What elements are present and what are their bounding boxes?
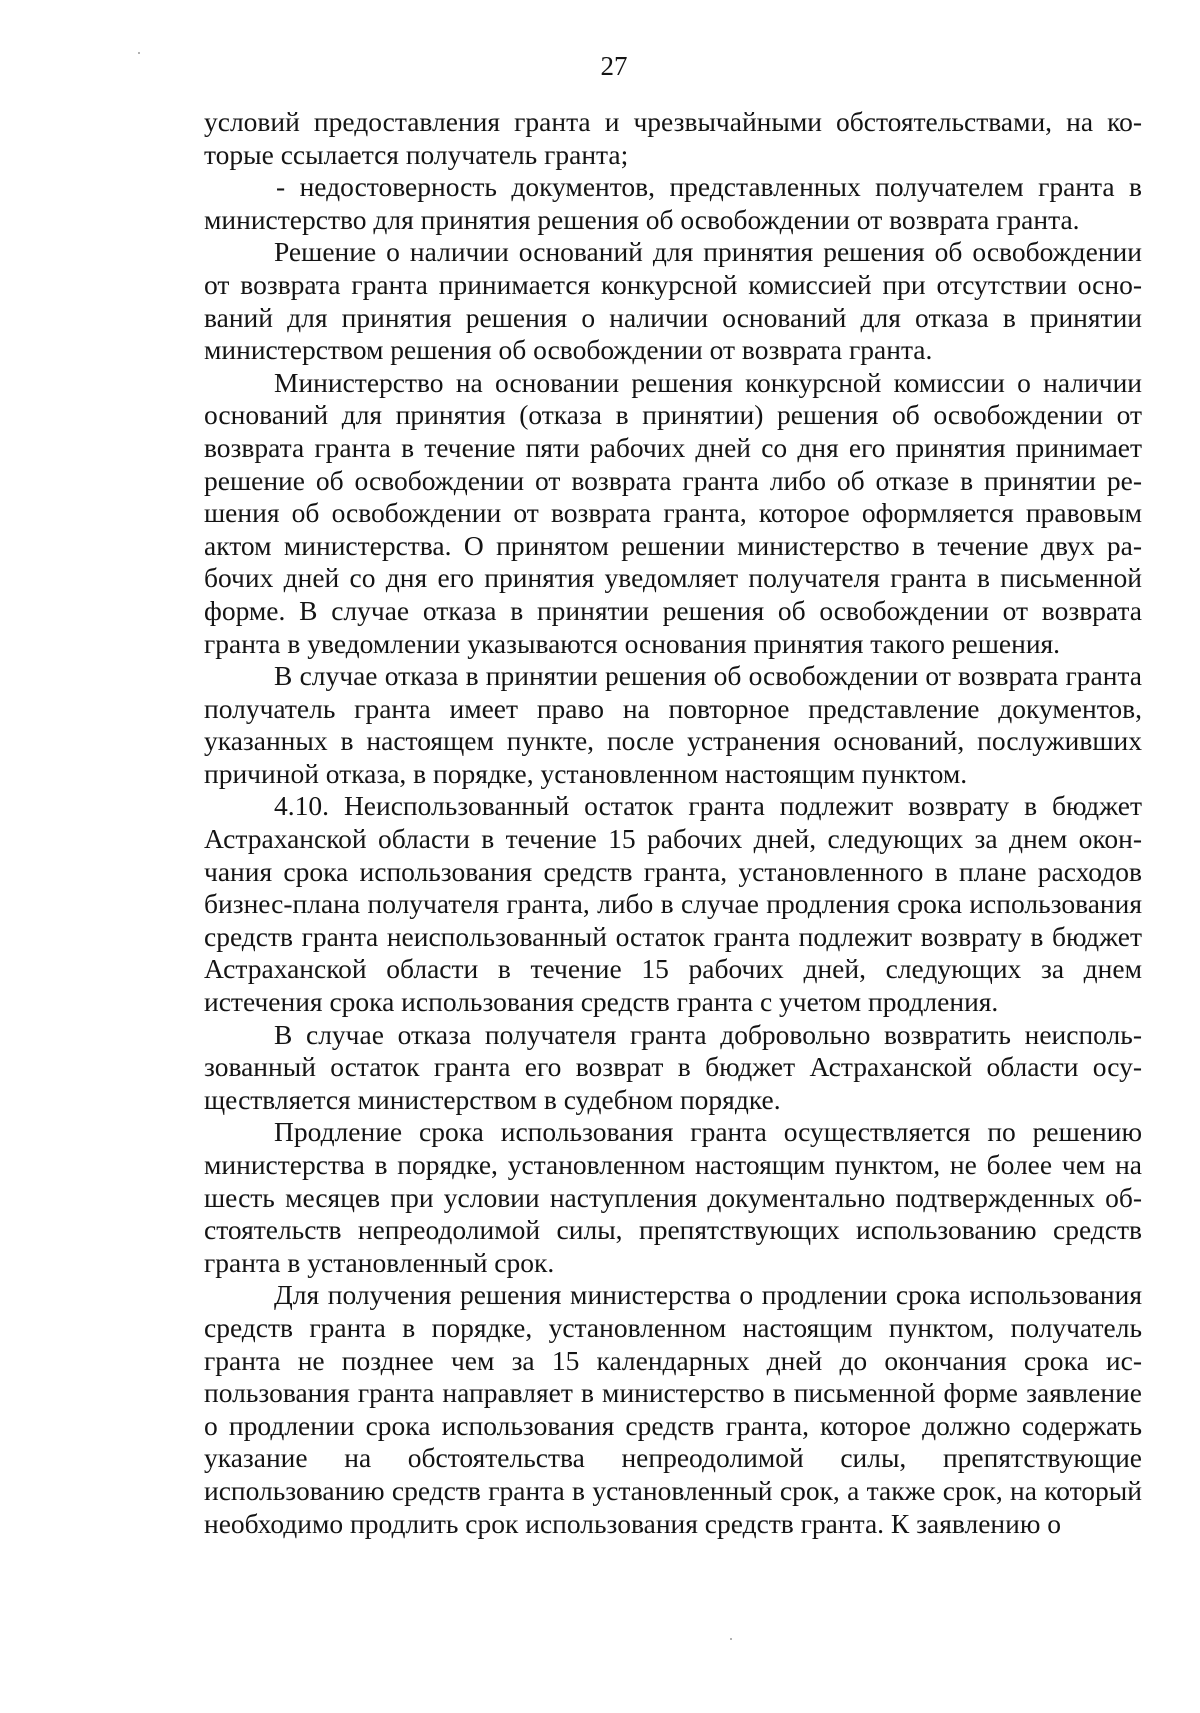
paragraph: Министерство на основании решения конкурсной комиссии о наличии оснований для принятия (отказа в принятии) решения об освобождении от возврата гранта в течение пяти рабочих дней со дня его принятия принимает решение об освобождении от возврата гранта либо об отказе в принятии решения об освобождении от возврата гранта, которое оформляется правовым актом министерства. О принятом решении министерство в течение двух рабочих дней со дня его принятия уведомляет получателя гранта в письменной форме. В случае отказа в принятии решения об освобождении от возврата гранта в уведомлении указываются основания принятия такого решения. bbox=[204, 366, 1142, 659]
paragraph: В случае отказа в принятии решения об освобождении от возврата гранта получатель гранта имеет право на повторное представление документов, указанных в настоящем пункте, после устранения оснований, послуживших причиной отказа, в порядке, установленном настоящим пунктом. bbox=[204, 660, 1142, 789]
document-body bbox=[204, 106, 1142, 1540]
paragraph: В случае отказа получателя гранта добровольно возвратить неиспользованный остаток гранта его возврат в бюджет Астраханской области осуществляется министерством в судебном порядке. bbox=[204, 1018, 1142, 1115]
scan-speck bbox=[730, 1638, 732, 1640]
paragraph: Решение о наличии оснований для принятия решения об освобождении от возврата гранта принимается конкурсной комиссией при отсутствии оснований для принятия решения о наличии оснований для отказа в принятии министерством решения об освобождении от возврата гранта. bbox=[204, 236, 1142, 366]
paragraph-dash-item: - недостоверность документов, представленных получателем гранта в министерство для принятия решения об освобождении от возврата гранта. bbox=[204, 171, 1142, 235]
page-number: 27 bbox=[600, 51, 628, 81]
paragraph: Для получения решения министерства о продлении срока использования средств гранта в порядке, установленном настоящим пунктом, получатель гранта не позднее чем за 15 календарных дней до окончания срока использования гранта направляет в министерство в письменной форме заявление о продлении срока использования средств гранта, которое должно содержать указание на обстоятельства непреодолимой силы, препятствующие использованию средств гранта в установленный срок, а также срок, на который необходимо продлить срок использования средств гранта. К заявлению о bbox=[204, 1279, 1142, 1539]
paragraph-continuation: условий предоставления гранта и чрезвычайными обстоятельствами, на которые ссылается получатель гранта; bbox=[204, 106, 1142, 170]
paragraph-section-4-10: 4.10. Неиспользованный остаток гранта подлежит возврату в бюджет Астраханской области в течение 15 рабочих дней, следующих за днем окончания срока использования средств гранта, установленного в плане расходов бизнес-плана получателя гранта, либо в случае продления срока использования средств гранта неиспользованный остаток гранта подлежит возврату в бюджет Астраханской области в течение 15 рабочих дней, следующих за днем истечения срока использования средств гранта с учетом продления. bbox=[204, 790, 1142, 1018]
paragraph: Продление срока использования гранта осуществляется по решению министерства в порядке, установленном настоящим пунктом, не более чем на шесть месяцев при условии наступления документально подтвержденных обстоятельств непреодолимой силы, препятствующих использованию средств гранта в установленный срок. bbox=[204, 1116, 1142, 1278]
